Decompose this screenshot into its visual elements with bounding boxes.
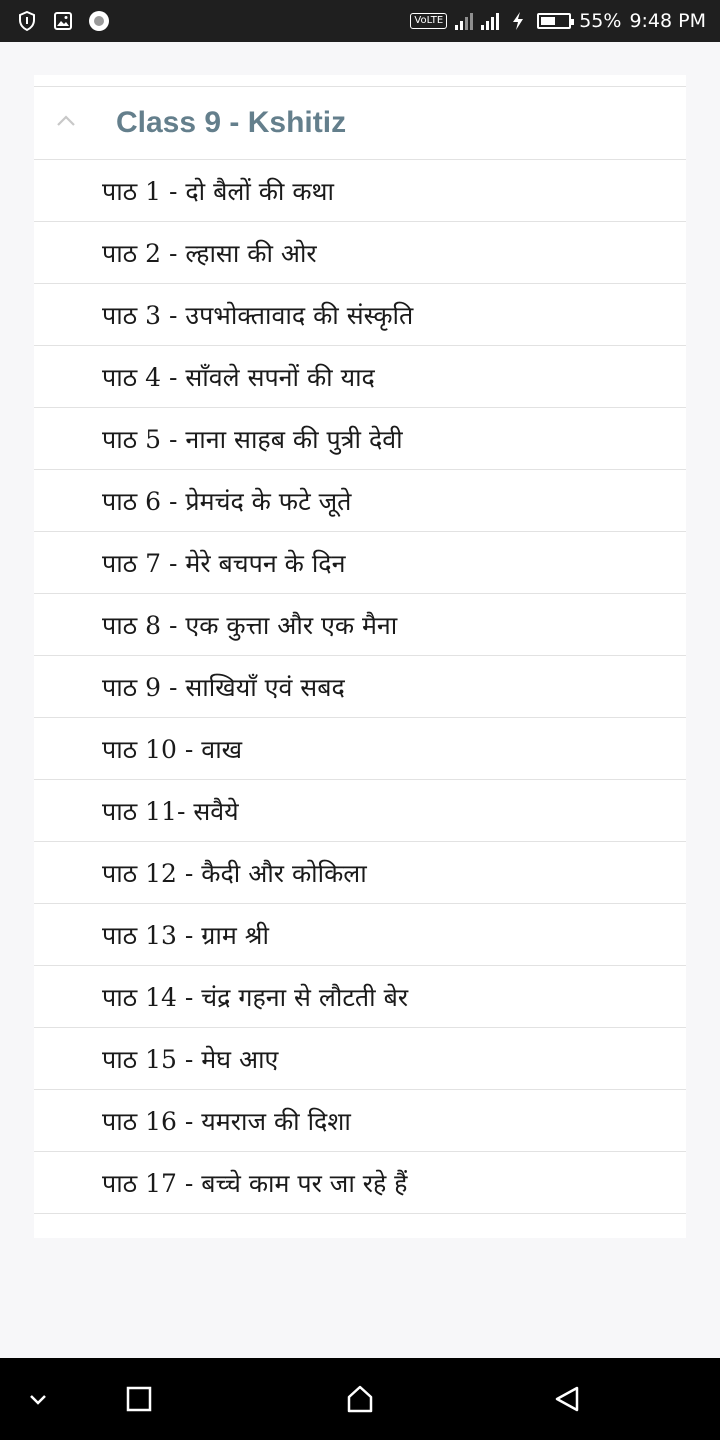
lesson-item[interactable]: पाठ 4 - साँवले सपनों की याद xyxy=(34,346,686,408)
lesson-item[interactable]: पाठ 12 - कैदी और कोकिला xyxy=(34,842,686,904)
lesson-item[interactable]: पाठ 8 - एक कुत्ता और एक मैना xyxy=(34,594,686,656)
lesson-item[interactable]: पाठ 2 - ल्हासा की ओर xyxy=(34,222,686,284)
lesson-list xyxy=(34,160,686,1214)
home-icon[interactable] xyxy=(345,1384,375,1414)
gallery-icon xyxy=(52,10,74,32)
charging-icon xyxy=(507,10,529,32)
signal-icon-2 xyxy=(481,12,499,30)
lesson-item[interactable]: पाठ 7 - मेरे बचपन के दिन xyxy=(34,532,686,594)
battery-icon xyxy=(537,13,571,29)
lesson-item[interactable]: पाठ 17 - बच्चे काम पर जा रहे हैं xyxy=(34,1152,686,1214)
lesson-item[interactable]: पाठ 1 - दो बैलों की कथा xyxy=(34,160,686,222)
lesson-item[interactable]: पाठ 11- सवैये xyxy=(34,780,686,842)
panel-title: Class 9 - Kshitiz xyxy=(116,106,347,139)
lesson-item[interactable]: पाठ 10 - वाख xyxy=(34,718,686,780)
lesson-item[interactable]: पाठ 15 - मेघ आए xyxy=(34,1028,686,1090)
lesson-item[interactable]: पाठ 3 - उपभोक्तावाद की संस्कृति xyxy=(34,284,686,346)
battery-percent: 55% xyxy=(579,10,622,32)
accordion-card xyxy=(34,75,686,1238)
navigation-bar xyxy=(0,1358,720,1440)
volte-badge: VoLTE xyxy=(410,13,447,29)
lesson-item[interactable]: पाठ 16 - यमराज की दिशा xyxy=(34,1090,686,1152)
shield-icon xyxy=(16,10,38,32)
record-icon xyxy=(88,10,110,32)
signal-icon xyxy=(455,12,473,30)
back-icon[interactable] xyxy=(552,1384,582,1414)
status-bar xyxy=(0,0,720,42)
lesson-item[interactable]: पाठ 6 - प्रेमचंद के फटे जूते xyxy=(34,470,686,532)
lesson-item[interactable]: पाठ 5 - नाना साहब की पुत्री देवी xyxy=(34,408,686,470)
recents-icon[interactable] xyxy=(124,1384,154,1414)
lesson-item[interactable]: पाठ 14 - चंद्र गहना से लौटती बेर xyxy=(34,966,686,1028)
chevron-up-icon[interactable] xyxy=(56,111,76,131)
lesson-item[interactable]: पाठ 9 - साखियाँ एवं सबद xyxy=(34,656,686,718)
clock: 9:48 PM xyxy=(629,10,706,32)
panel-header-class-9-kshitiz[interactable] xyxy=(34,86,686,160)
chevron-down-icon[interactable] xyxy=(23,1384,53,1414)
lesson-item[interactable]: पाठ 13 - ग्राम श्री xyxy=(34,904,686,966)
